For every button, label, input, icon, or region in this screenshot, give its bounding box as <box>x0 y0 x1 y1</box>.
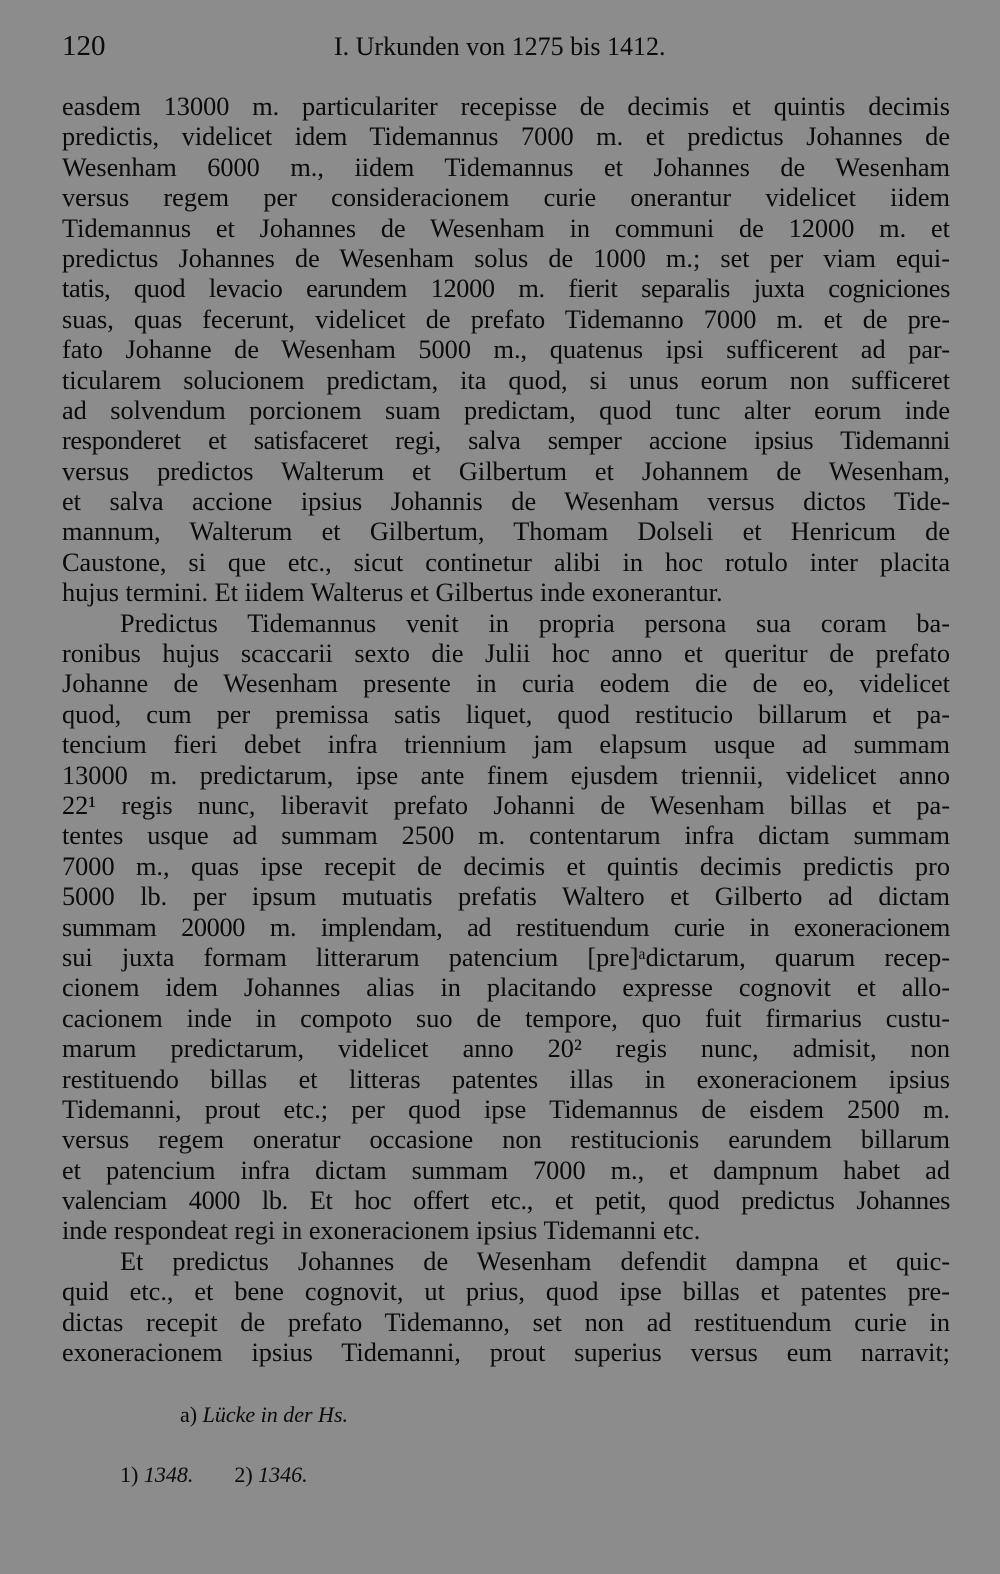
text-line: easdem 13000 m. particulariter recepisse de decimis et quintis decimis <box>62 92 950 121</box>
text-line: Caustone, si que etc., sicut continetur alibi in hoc rotulo inter placita <box>62 547 950 577</box>
text-line: mannum, Walterum et Gilbertum, Thomam Dolseli et Henricum de <box>62 517 950 547</box>
text-line: suas, quas fecerunt, videlicet de prefato Tidemanno 7000 m. et de pre- <box>62 304 950 334</box>
text-line: marum predictarum, videlicet anno 20² regis nunc, admisit, non <box>62 1034 950 1064</box>
text-line: quod, cum per premissa satis liquet, quod restitucio billarum et pa- <box>62 699 950 729</box>
running-title: I. Urkunden von 1275 bis 1412. <box>334 32 666 61</box>
text-line: ronibus hujus scaccarii sexto die Julii hoc anno et queritur de prefato <box>62 639 950 669</box>
text-line: valenciam 4000 lb. Et hoc offert etc., et petit, quod predictus Johannes <box>62 1186 950 1216</box>
text-line: Tidemanni, prout etc.; per quod ipse Tidemannus de eisdem 2500 m. <box>62 1094 950 1124</box>
text-line: 5000 lb. per ipsum mutuatis prefatis Waltero et Gilberto ad dictam <box>62 882 950 912</box>
text-line: summam 20000 m. implendam, ad restituendum curie in exoneracionem <box>62 912 950 942</box>
page-header <box>62 30 952 74</box>
text-line: et patencium infra dictam summam 7000 m., et dampnum habet ad <box>62 1155 950 1185</box>
footnote-2-marker: 2) <box>234 1462 253 1487</box>
text-line: Wesenham 6000 m., iidem Tidemannus et Johannes de Wesenham <box>62 152 950 182</box>
text-line: tencium fieri debet infra triennium jam elapsum usque ad summam <box>62 730 950 760</box>
text-line: cacionem inde in compoto suo de tempore, quo fuit firmarius custu- <box>62 1003 950 1033</box>
footnote-a-text: Lücke in der Hs. <box>202 1402 349 1427</box>
text-line: restituendo billas et litteras patentes illas in exoneracionem ipsius <box>62 1064 950 1094</box>
text-line: ticularem solucionem predictam, ita quod, si unus eorum non sufficeret <box>62 365 950 395</box>
text-line: 7000 m., quas ipse recepit de decimis et quintis decimis predictis pro <box>62 851 950 881</box>
body-text <box>62 92 950 1368</box>
text-line: 13000 m. predictarum, ipse ante finem ejusdem triennii, videlicet anno <box>62 760 950 790</box>
text-line: versus regem per consideracionem curie onerantur videlicet iidem <box>62 183 950 213</box>
text-line: et salva accione ipsius Johannis de Wesenham versus dictos Tide- <box>62 487 950 517</box>
text-line: Johanne de Wesenham presente in curia eodem die de eo, videlicet <box>62 669 950 699</box>
text-line: sui juxta formam litterarum patencium [pre]ᵃdictarum, quarum recep- <box>62 942 950 972</box>
paragraph-start-line: Predictus Tidemannus venit in propria persona sua coram ba- <box>120 608 950 638</box>
paragraph-end-line: inde respondeat regi in exoneracionem ipsius Tidemanni etc. <box>62 1216 701 1246</box>
text-line: versus regem oneratur occasione non restitucionis earundem billarum <box>62 1125 950 1155</box>
page-number: 120 <box>62 30 106 62</box>
text-line: cionem idem Johannes alias in placitando expresse cognovit et allo- <box>62 973 950 1003</box>
text-line: fato Johanne de Wesenham 5000 m., quatenus ipsi sufficerent ad par- <box>62 335 950 365</box>
paragraph-end-line: hujus termini. Et iidem Walterus et Gilbertus inde exonerantur. <box>62 578 723 608</box>
paragraph-start-line: Et predictus Johannes de Wesenham defendit dampna et quic- <box>120 1246 950 1276</box>
text-line: exoneracionem ipsius Tidemanni, prout superius versus eum narravit; <box>62 1338 950 1368</box>
text-line: Tidemannus et Johannes de Wesenham in communi de 12000 m. et <box>62 213 950 243</box>
footnote-a-marker: a) <box>180 1402 198 1427</box>
footnote-numbered <box>120 1462 308 1488</box>
text-line: responderet et satisfaceret regi, salva semper accione ipsius Tidemanni <box>62 426 950 456</box>
text-line: tatis, quod levacio earundem 12000 m. fierit separalis juxta cogniciones <box>62 274 950 304</box>
text-line: 22¹ regis nunc, liberavit prefato Johanni de Wesenham billas et pa- <box>62 790 950 820</box>
text-line: versus predictos Walterum et Gilbertum et Johannem de Wesenham, <box>62 456 950 486</box>
text-line: predictus Johannes de Wesenham solus de 1000 m.; set per viam equi- <box>62 243 950 273</box>
footnote-2-text: 1346. <box>258 1462 308 1487</box>
footnote-1-text: 1348. <box>143 1462 194 1487</box>
footnote-a <box>180 1402 348 1428</box>
footnote-1-marker: 1) <box>120 1462 139 1487</box>
text-line: tentes usque ad summam 2500 m. contentarum infra dictam summam <box>62 821 950 851</box>
text-line: quid etc., et bene cognovit, ut prius, quod ipse billas et patentes pre- <box>62 1277 950 1307</box>
text-line: dictas recepit de prefato Tidemanno, set non ad restituendum curie in <box>62 1307 950 1337</box>
text-line: predictis, videlicet idem Tidemannus 7000 m. et predictus Johannes de <box>62 122 950 152</box>
text-line: ad solvendum porcionem suam predictam, quod tunc alter eorum inde <box>62 395 950 425</box>
